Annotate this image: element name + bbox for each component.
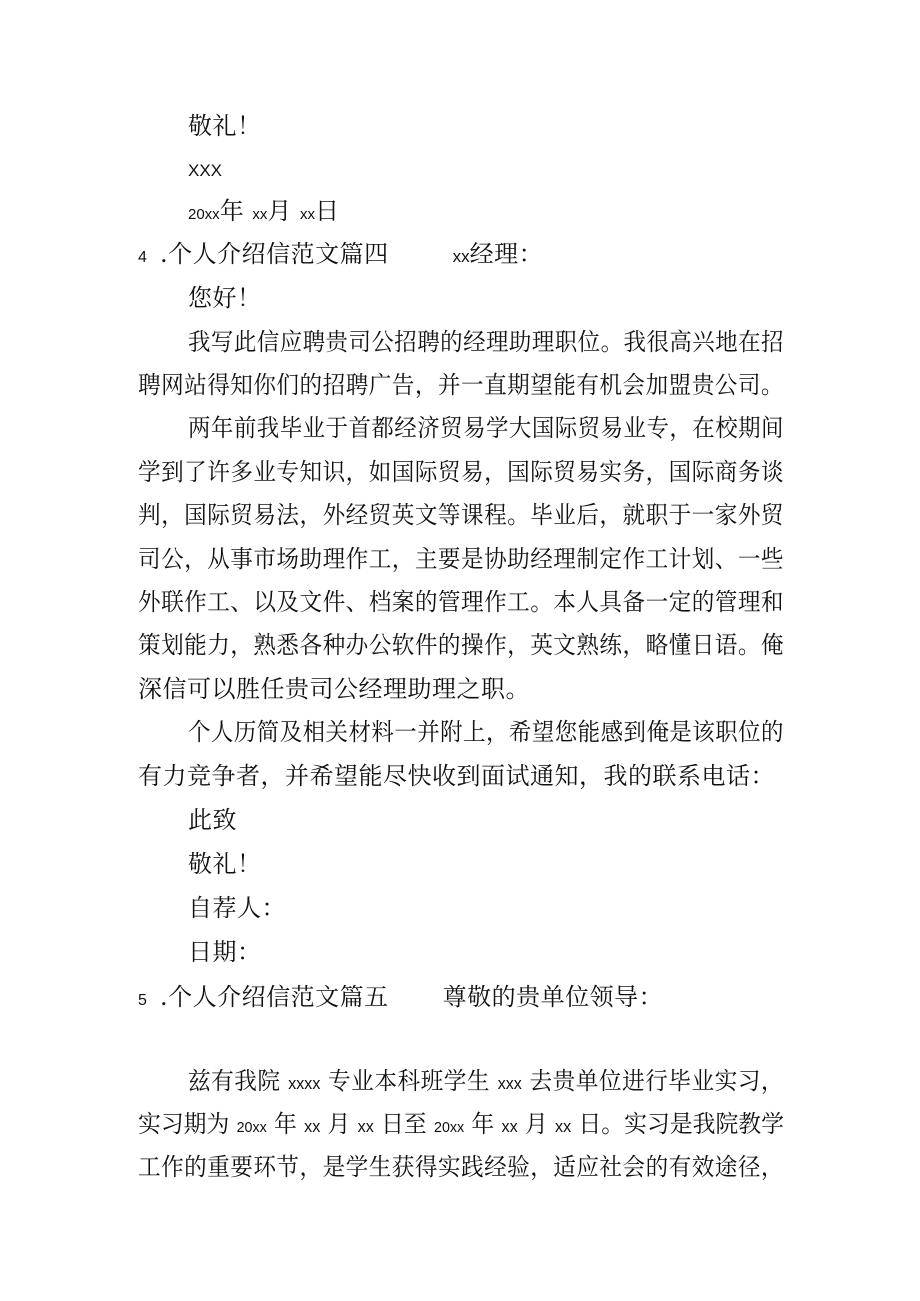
signer-label: 自荐人： bbox=[188, 894, 286, 922]
paragraph-line: 深信可以胜任贵司公经理助理之职。 bbox=[138, 675, 530, 703]
greeting: 您好！ bbox=[188, 284, 262, 312]
paragraph-line: 学到了许多业专知识，如国际贸易，国际贸易实务，国际商务谈 bbox=[138, 458, 785, 486]
paragraph-line: 聘网站得知你们的招聘广告，并一直期望能有机会加盟贵公司。 bbox=[138, 371, 785, 399]
paragraph-line: 策划能力，熟悉各种办公软件的操作，英文熟练，略懂日语。俺 bbox=[138, 631, 785, 659]
paragraph-line: 工作的重要环节，是学生获得实践经验，适应社会的有效途径， bbox=[138, 1153, 785, 1181]
paragraph-line: 个人历简及相关材料一并附上，希望您能感到俺是该职位的 bbox=[188, 718, 784, 746]
paragraph-line: 兹有我院 xxxx 专业本科班学生 xxx 去贵单位进行毕业实习， bbox=[188, 1067, 785, 1095]
signature-name: XXX bbox=[188, 161, 223, 180]
paragraph-line: 两年前我毕业于首都经济贸易学大国际贸易业专，在校期间 bbox=[188, 414, 784, 442]
paragraph-line: 判，国际贸易法，外经贸英文等课程。毕业后，就职于一家外贸 bbox=[138, 501, 785, 529]
section-heading-5: 5 .个人介绍信范文篇五 尊敬的贵单位领导： bbox=[138, 983, 664, 1011]
date-label: 日期： bbox=[188, 938, 262, 966]
paragraph-line: 外联作工、以及文件、档案的管理作工。本人具备一定的管理和 bbox=[138, 588, 785, 616]
salute: 敬礼！ bbox=[188, 112, 262, 140]
paragraph-line: 有力竞争者，并希望能尽快收到面试通知，我的联系电话： bbox=[138, 762, 775, 790]
signature-date: 20xx年 xx月 xx日 bbox=[188, 197, 340, 225]
paragraph-line: 我写此信应聘贵司公招聘的经理助理职位。我很高兴地在招 bbox=[188, 328, 784, 356]
salute: 敬礼！ bbox=[188, 850, 262, 878]
section-heading-4: 4 .个人介绍信范文篇四 xx经理： bbox=[138, 240, 544, 268]
paragraph-line: 实习期为 20xx 年 xx 月 xx 日至 20xx 年 xx 月 xx 日。实习是我院教学 bbox=[138, 1110, 784, 1138]
paragraph-line: 司公，从事市场助理作工，主要是协助经理制定作工计划、一些 bbox=[138, 545, 785, 573]
closing-line: 此致 bbox=[188, 806, 237, 834]
